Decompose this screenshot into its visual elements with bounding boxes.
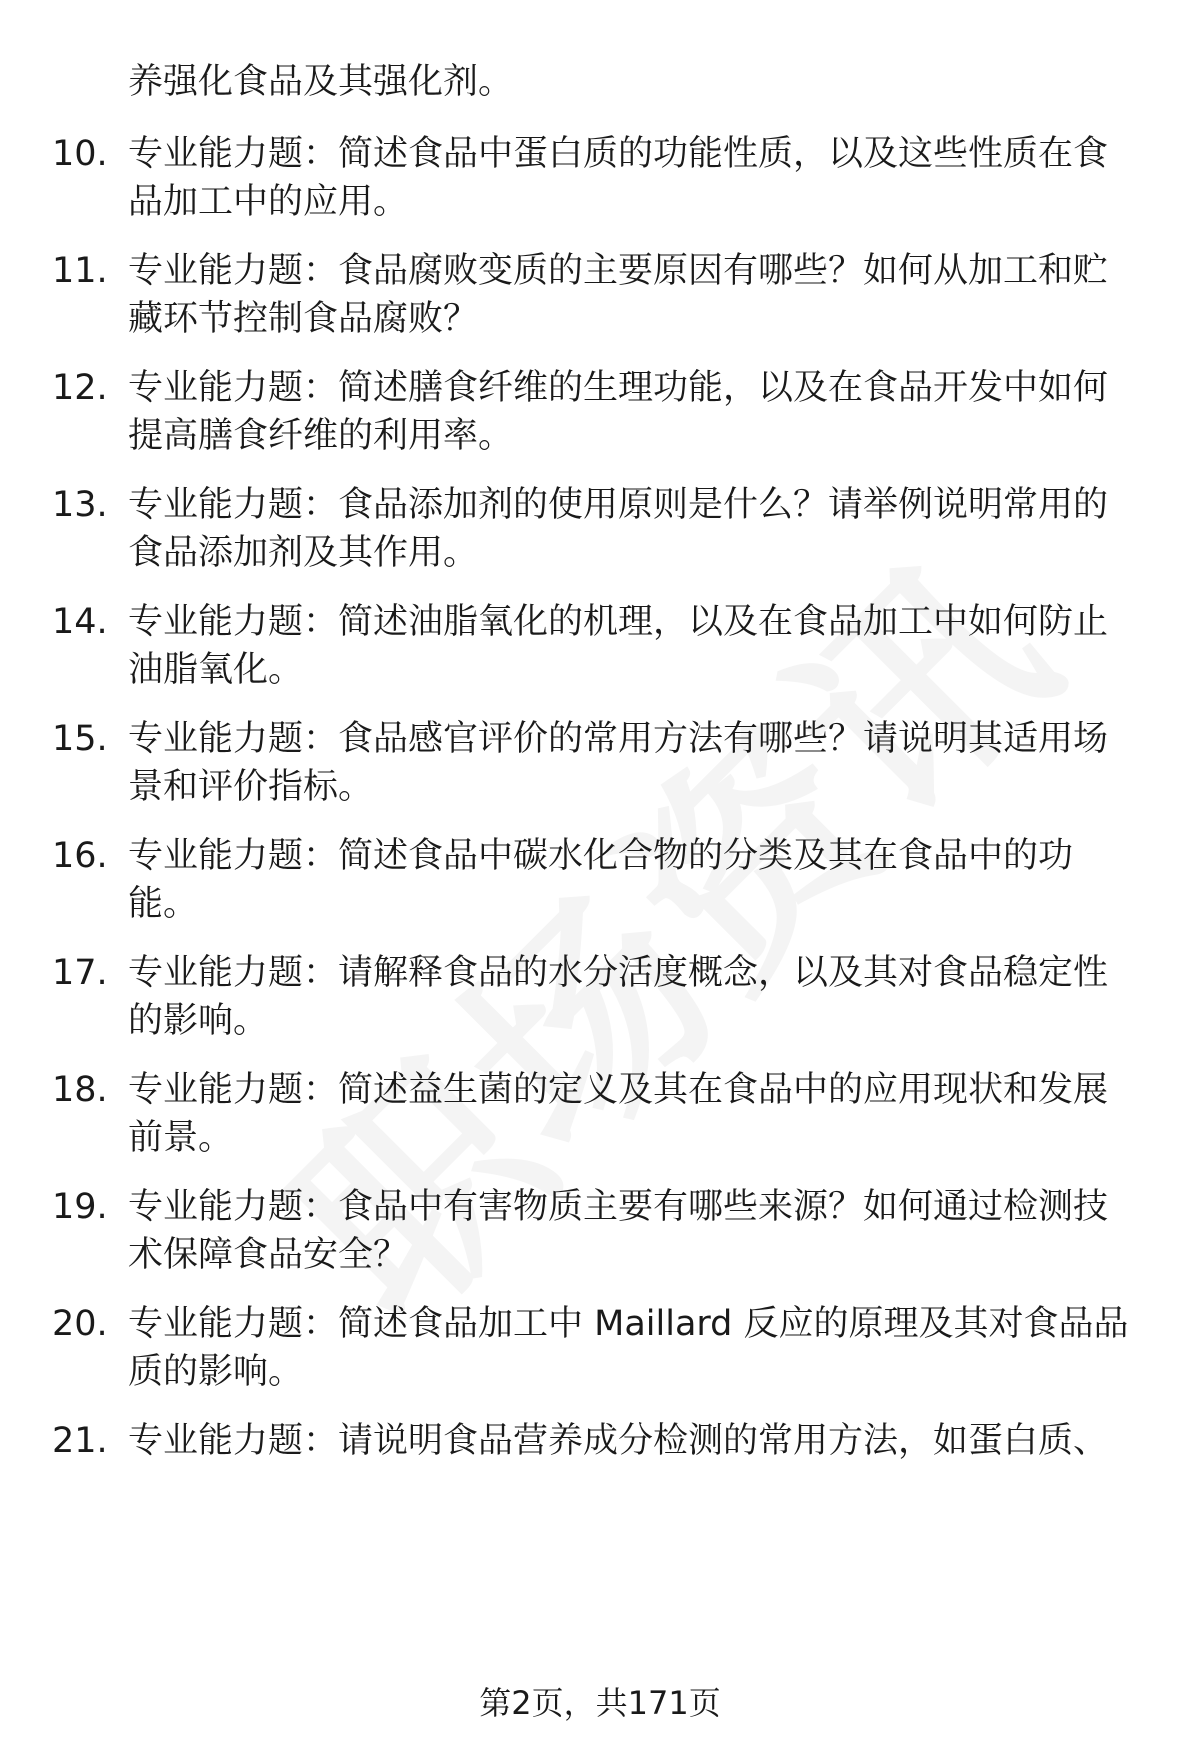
question-line: 前景。 bbox=[128, 1118, 234, 1158]
question-number: 21. bbox=[52, 1421, 108, 1461]
question-line: 能。 bbox=[128, 884, 199, 924]
question-text bbox=[128, 247, 1162, 343]
question-number: 20. bbox=[52, 1304, 108, 1344]
question-number: 12. bbox=[52, 368, 108, 408]
question-text bbox=[128, 832, 1162, 928]
question-line: 品加工中的应用。 bbox=[128, 182, 409, 222]
question-number: 17. bbox=[52, 953, 108, 993]
question-line: 专业能力题：简述食品中蛋白质的功能性质，以及这些性质在食 bbox=[128, 134, 1109, 174]
question-text bbox=[128, 1066, 1162, 1162]
question-number: 10. bbox=[52, 134, 108, 174]
question-number: 19. bbox=[52, 1187, 108, 1227]
question-line: 专业能力题：简述食品加工中 Maillard 反应的原理及其对食品品 bbox=[128, 1304, 1129, 1344]
question-line: 专业能力题：简述益生菌的定义及其在食品中的应用现状和发展 bbox=[128, 1070, 1109, 1110]
question-line: 专业能力题：简述膳食纤维的生理功能，以及在食品开发中如何 bbox=[128, 368, 1109, 408]
question-number: 15. bbox=[52, 719, 108, 759]
question-line: 专业能力题：食品感官评价的常用方法有哪些？请说明其适用场 bbox=[128, 719, 1109, 759]
question-line: 藏环节控制食品腐败？ bbox=[128, 299, 479, 339]
question-text bbox=[128, 949, 1162, 1045]
question-line: 食品添加剂及其作用。 bbox=[128, 533, 479, 573]
question-line: 术保障食品安全？ bbox=[128, 1235, 409, 1275]
continued-text: 养强化食品及其强化剂。 bbox=[128, 62, 514, 102]
question-text bbox=[128, 598, 1162, 694]
question-text bbox=[128, 715, 1162, 811]
question-number: 13. bbox=[52, 485, 108, 525]
question-number: 16. bbox=[52, 836, 108, 876]
question-number: 11. bbox=[52, 251, 108, 291]
question-line: 专业能力题：食品中有害物质主要有哪些来源？如何通过检测技 bbox=[128, 1187, 1109, 1227]
page-footer: 第2页，共171页 bbox=[479, 1684, 721, 1722]
question-text bbox=[128, 1183, 1162, 1279]
question-line: 油脂氧化。 bbox=[128, 650, 304, 690]
question-line: 的影响。 bbox=[128, 1001, 269, 1041]
question-text bbox=[128, 130, 1162, 226]
question-number: 14. bbox=[52, 602, 108, 642]
question-text bbox=[128, 481, 1162, 577]
question-line: 专业能力题：请解释食品的水分活度概念，以及其对食品稳定性 bbox=[128, 953, 1109, 993]
question-line: 专业能力题：食品添加剂的使用原则是什么？请举例说明常用的 bbox=[128, 485, 1109, 525]
question-line: 专业能力题：请说明食品营养成分检测的常用方法，如蛋白质、 bbox=[128, 1421, 1109, 1461]
question-number: 18. bbox=[52, 1070, 108, 1110]
question-text bbox=[128, 364, 1162, 460]
question-line: 专业能力题：食品腐败变质的主要原因有哪些？如何从加工和贮 bbox=[128, 251, 1109, 291]
question-line: 提高膳食纤维的利用率。 bbox=[128, 416, 514, 456]
question-text bbox=[128, 1300, 1162, 1396]
question-line: 质的影响。 bbox=[128, 1352, 304, 1392]
question-line: 专业能力题：简述油脂氧化的机理，以及在食品加工中如何防止 bbox=[128, 602, 1109, 642]
question-text bbox=[128, 1417, 1162, 1465]
question-line: 景和评价指标。 bbox=[128, 767, 374, 807]
question-line: 专业能力题：简述食品中碳水化合物的分类及其在食品中的功 bbox=[128, 836, 1074, 876]
